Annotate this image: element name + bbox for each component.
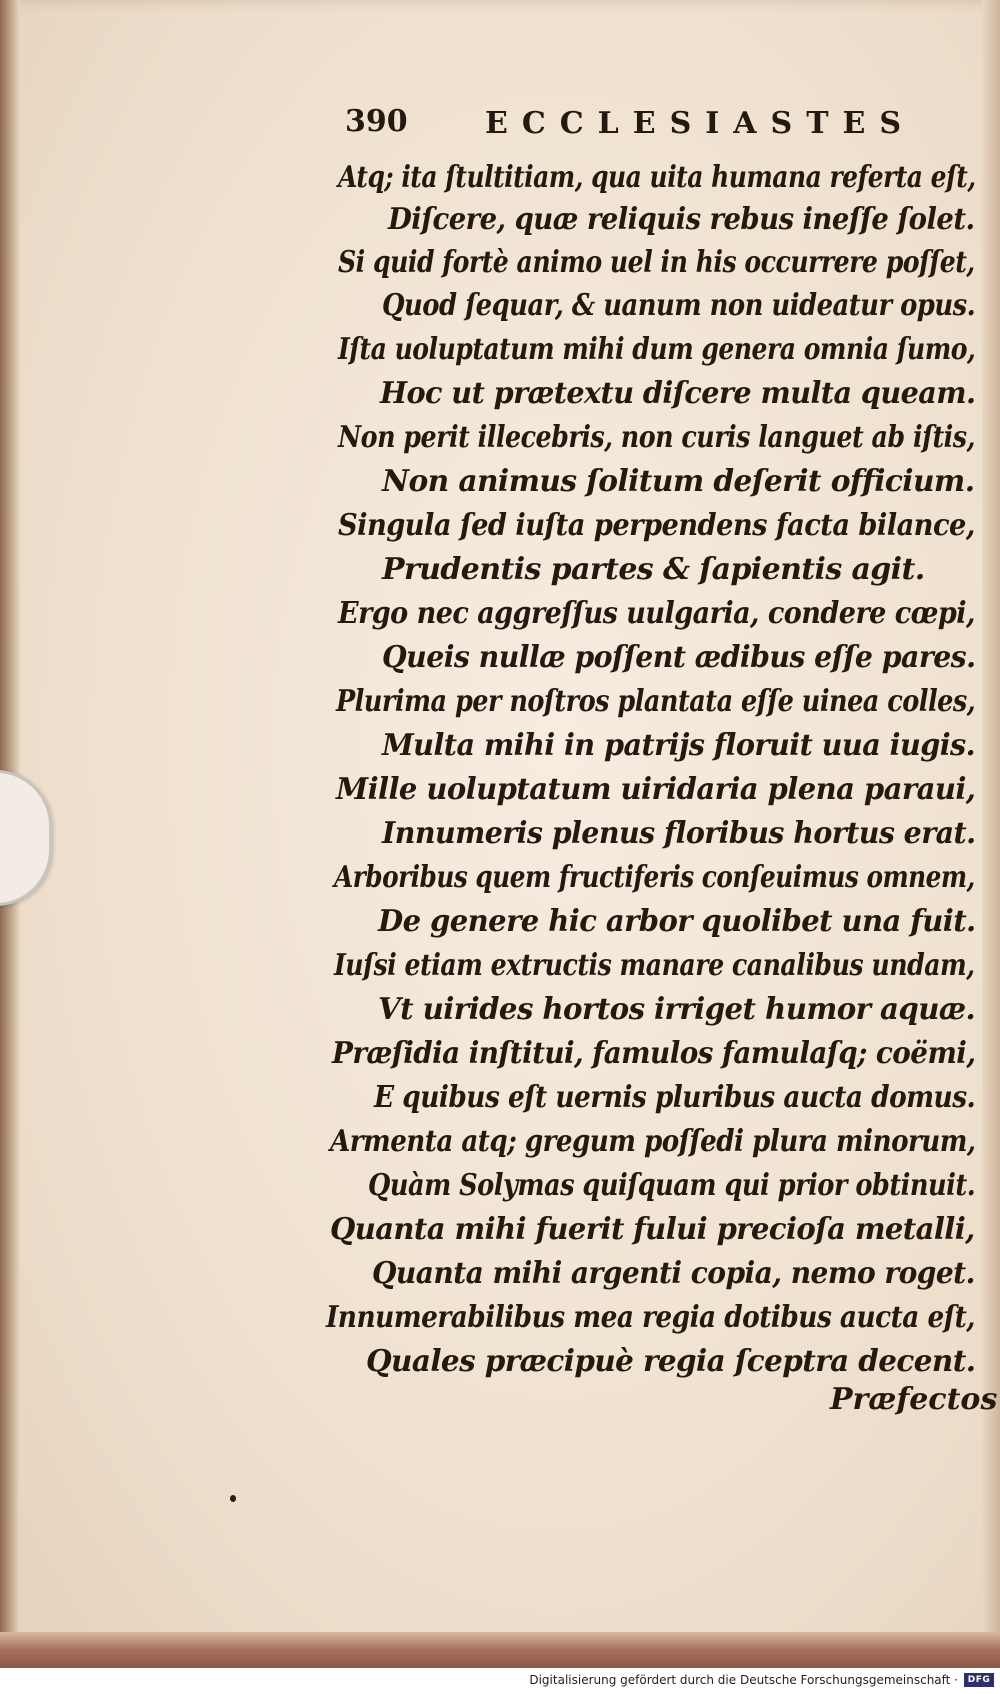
verse-line: E quibus eſt uernis pluribus aucta domus. [374,1080,976,1115]
page-number: 390 [345,104,408,139]
verse-line: Innumeris plenus floribus hortus erat. [382,816,976,851]
verse-line: Si quid fortè animo uel in his occurrere poſſet, [338,245,975,280]
verse-line: Armenta atq; gregum poſſedi plura minorum, [330,1124,976,1159]
verse-line: Quod ſequar, & uanum non uideatur opus. [382,288,976,323]
verse-line: Præſidia inſtitui, famulos famulaſq; coëmi, [332,1036,976,1071]
verse-line: Prudentis partes & ſapientis agit. [382,552,925,587]
verse-line: Atq; ita ſtultitiam, qua uita humana referta eſt, [338,160,976,195]
bottom-page-edge [0,1632,1000,1668]
verse-line: De genere hic arbor quolibet una fuit. [378,904,976,939]
verse-line: Plurima per noſtros plantata eſſe uinea colles, [336,684,976,719]
verse-line: Queis nullæ poſſent ædibus eſſe pares. [382,640,976,675]
running-header [345,100,916,150]
funding-credit: Digitalisierung gefördert durch die Deutsche Forschungsgemeinschaft · [529,1673,958,1687]
verse-line: Diſcere, quæ reliquis rebus ineſſe ſolet. [388,202,975,237]
digitization-footer [0,1668,1000,1694]
verse-line: Arboribus quem fructiferis conſeuimus omnem, [334,860,975,895]
ink-speck [230,1495,236,1502]
verse-line: Quanta mihi fuerit fului precioſa metalli, [330,1212,975,1247]
verse-line: Ergo nec aggreſſus uulgaria, condere cœpi, [338,596,975,631]
verse-line: Iſta uoluptatum mihi dum genera omnia ſumo, [338,332,976,367]
verse-line: Innumerabilibus mea regia dotibus aucta eſt, [326,1300,975,1335]
verse-line: Quàm Solymas quiſquam qui prior obtinuit. [368,1168,976,1203]
verse-line: Mille uoluptatum uiridaria plena paraui, [336,772,976,807]
verse-line: Multa mihi in patrijs floruit uua iugis. [382,728,976,763]
verse-line: Non animus ſolitum deſerit officium. [382,464,975,499]
verse-line: Non perit illecebris, non curis languet ab iſtis, [338,420,975,455]
verse-line: Iuſsi etiam extructis manare canalibus undam, [334,948,975,983]
verse-line: Quanta mihi argenti copia, nemo roget. [372,1256,975,1291]
dfg-logo-icon: DFG [964,1673,994,1687]
verse-line: Hoc ut prætextu diſcere multa queam. [380,376,976,411]
verse-line: Singula ſed iuſta perpendens facta bilance, [338,508,975,543]
running-title: ECCLESIASTES [485,106,916,141]
verse-line: Quales præcipuè regia ſceptra decent. [366,1344,976,1379]
catchword: Præfectos [830,1382,998,1417]
right-page-edge [982,0,1000,1668]
verse-line: Vt uirides hortos irriget humor aquæ. [378,992,976,1027]
